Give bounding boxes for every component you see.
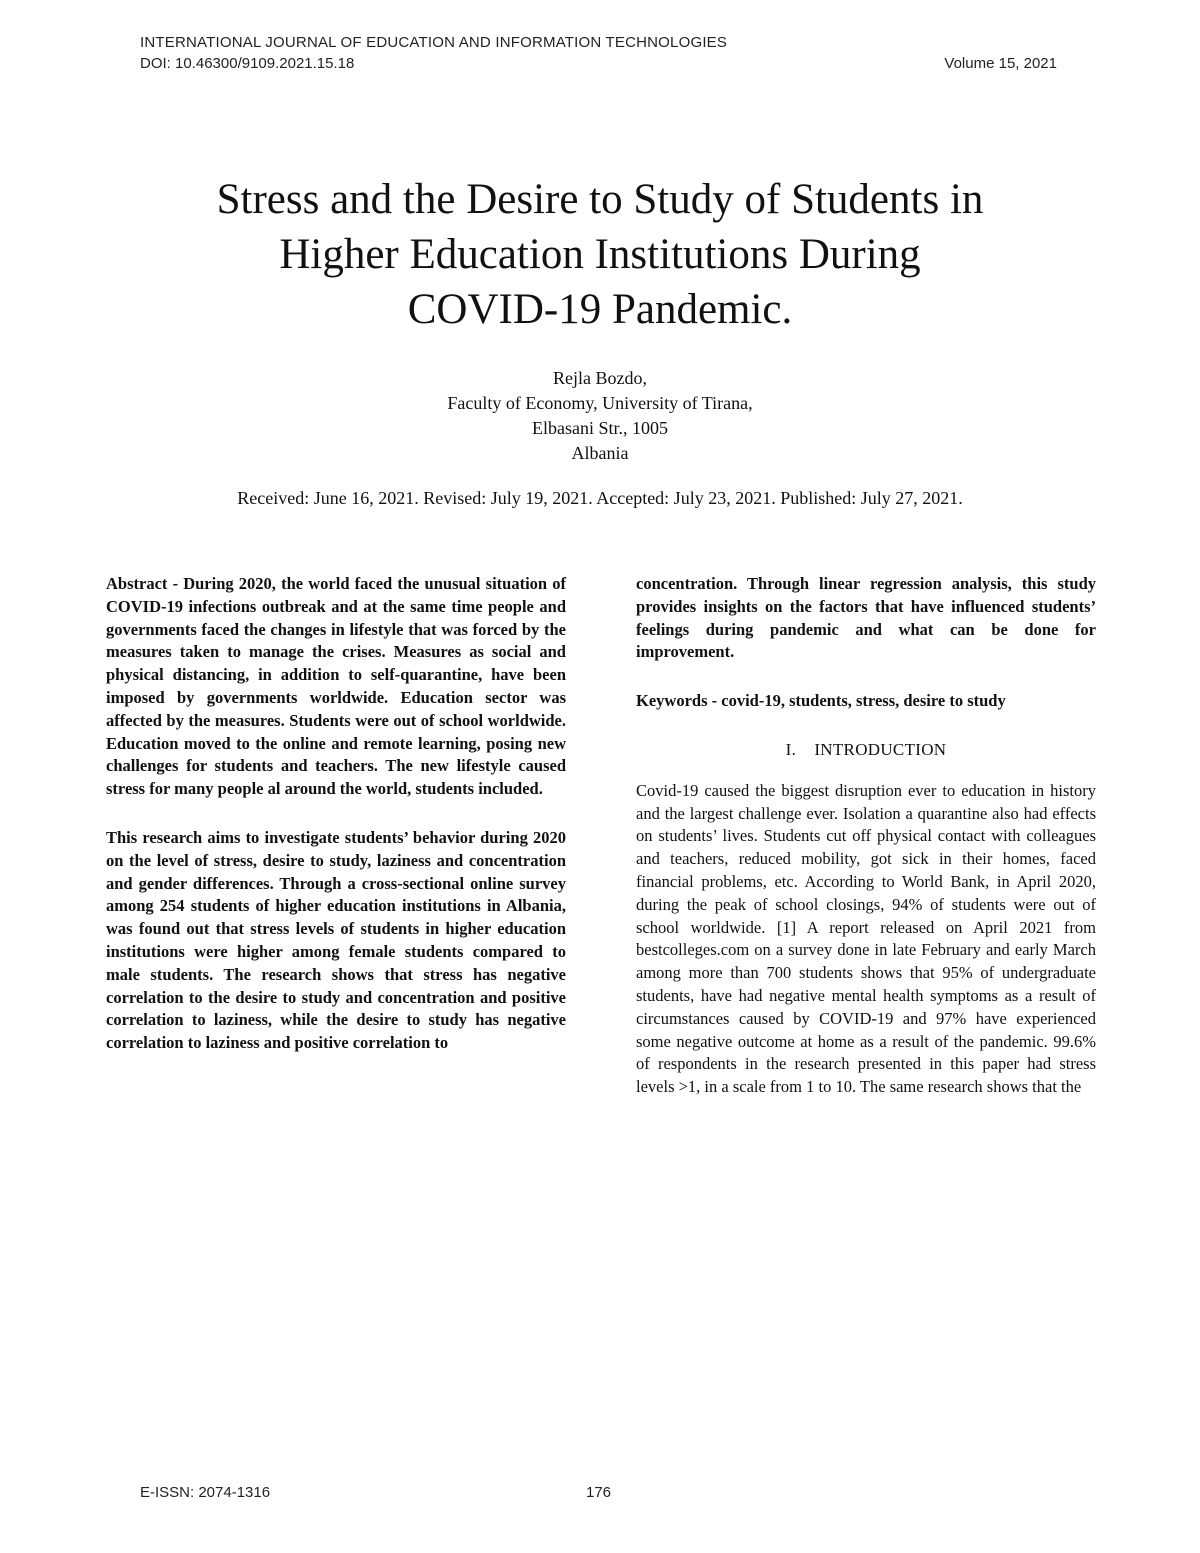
keywords	[636, 690, 1096, 713]
title-line-2: Higher Education Institutions During	[279, 231, 921, 278]
author-address: Elbasani Str., 1005	[532, 418, 668, 438]
paper-title	[100, 172, 1100, 337]
introduction-paragraph: Covid-19 caused the biggest disruption ever to education in history and the largest challenge ever. Isolation a quarantine also had effects on students’ lives. Students cut off physical contact with colleagues and teachers, reduced mobility, got sick in their homes, faced financial problems, etc. According to World Bank, in April 2020, during the peak of school closings, 94% of students were out of school worldwide. [1] A report released on April 2021 from bestcolleges.com on a survey done in late February and early March among more than 700 students shows that 95% of undergraduate students, have had negative mental health symptoms as a result of circumstances caused by COVID-19 and 97% have experienced some negative outcome at home as a result of the pandemic. 99.6% of respondents in the research presented in this paper had stress levels >1, in a scale from 1 to 10. The same research shows that the	[636, 780, 1096, 1097]
section-heading-introduction: I. INTRODUCTION	[785, 739, 947, 759]
keywords-label: Keywords	[636, 691, 708, 711]
eissn: E-ISSN: 2074-1316	[140, 1484, 271, 1501]
abstract-text-1: - During 2020, the world faced the unusual situation of COVID-19 infections outbreak and at the same time people and governments faced the changes in lifestyle that was forced by the measures taken to manage the crises. Measures as social and physical distancing, in addition to self-quarantine, have been imposed by governments worldwide. Education sector was affected by the measures. Students were out of school worldwide. Education moved to the online and remote learning, posing new challenges for students and teachers. The new lifestyle caused stress for many people al around the world, students included.	[106, 574, 566, 799]
journal-name: INTERNATIONAL JOURNAL OF EDUCATION AND INFORMATION TECHNOLOGIES	[140, 34, 728, 51]
title-line-3: COVID-19 Pandemic.	[407, 286, 793, 333]
right-column	[636, 573, 1096, 1099]
doi: DOI: 10.46300/9109.2021.15.18	[140, 55, 355, 72]
author-name: Rejla Bozdo,	[553, 368, 647, 388]
abstract-paragraph-1	[106, 573, 566, 801]
left-column	[106, 573, 566, 1055]
publication-dates: Received: June 16, 2021. Revised: July 19, 2021. Accepted: July 23, 2021. Published: July 27, 2021.	[237, 488, 963, 508]
abstract-paragraph-2-continued: concentration. Through linear regression analysis, this study provides insights on the factors that have influenced students’ feelings during pandemic and what can be done for improvement.	[636, 574, 1096, 662]
author-country: Albania	[571, 443, 629, 463]
author-affiliation: Faculty of Economy, University of Tirana,	[447, 393, 753, 413]
abstract-paragraph-2: This research aims to investigate students’ behavior during 2020 on the level of stress, desire to study, laziness and concentration and gender differences. Through a cross-sectional online survey among 254 students of higher education institutions in Albania, was found out that stress levels of students in higher education institutions were higher among female students compared to male students. The research shows that stress has negative correlation to the desire to study and concentration and positive correlation to laziness, while the desire to study has negative correlation to laziness and positive correlation to	[106, 827, 566, 1053]
keywords-text: - covid-19, students, stress, desire to study	[707, 691, 1006, 711]
author-block	[200, 366, 1000, 466]
abstract-label: Abstract	[106, 574, 168, 593]
page-number: 176	[586, 1484, 612, 1501]
volume: Volume 15, 2021	[944, 55, 1057, 72]
title-line-1: Stress and the Desire to Study of Students in	[216, 176, 984, 223]
